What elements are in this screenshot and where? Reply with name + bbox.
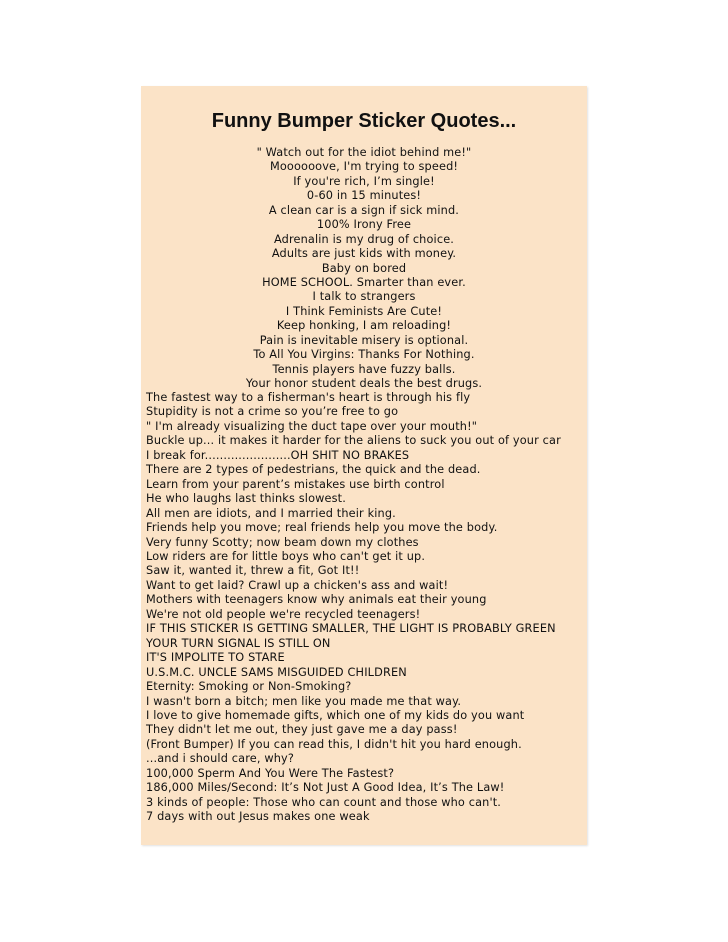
quote-line: Friends help you move; real friends help you move the body.: [146, 521, 498, 535]
quote-line: He who laughs last thinks slowest.: [146, 492, 346, 506]
quote-line: They didn't let me out, they just gave me a day pass!: [146, 723, 458, 737]
quote-line: Learn from your parent’s mistakes use birth control: [146, 477, 445, 491]
quote-line: 7 days with out Jesus makes one weak: [146, 810, 370, 824]
quote-line: 186,000 Miles/Second: It’s Not Just A Good Idea, It’s The Law!: [146, 781, 505, 795]
quote-line: Mothers with teenagers know why animals eat their young: [146, 593, 487, 607]
quote-line: Moooooove, I'm trying to speed!: [269, 160, 459, 174]
quote-line: Tennis players have fuzzy balls.: [272, 362, 456, 376]
quote-line: U.S.M.C. UNCLE SAMS MISGUIDED CHILDREN: [146, 665, 407, 679]
quote-line: I break for.......................OH SHIT NO BRAKES: [146, 448, 410, 462]
quote-line: YOUR TURN SIGNAL IS STILL ON: [146, 636, 331, 650]
quote-line: Low riders are for little boys who can't get it up.: [146, 549, 426, 563]
quote-line: A clean car is a sign if sick mind.: [268, 203, 460, 217]
quote-line: Saw it, wanted it, threw a fit, Got It!!: [146, 564, 360, 578]
quote-line: Stupidity is not a crime so you’re free to go: [146, 405, 399, 419]
quote-line: Adrenalin is my drug of choice.: [273, 232, 455, 246]
quote-line: 3 kinds of people: Those who can count and those who can't.: [146, 795, 502, 809]
quote-line: HOME SCHOOL. Smarter than ever.: [262, 275, 466, 289]
page-title: Funny Bumper Sticker Quotes...: [211, 110, 517, 132]
quote-line: IT'S IMPOLITE TO STARE: [146, 651, 285, 665]
quote-line: I love to give homemade gifts, which one of my kids do you want: [146, 708, 525, 722]
quote-line: I Think Feminists Are Cute!: [285, 304, 443, 318]
left-quote-list: [146, 391, 584, 825]
quote-line: Adults are just kids with money.: [271, 247, 457, 261]
quote-line: Buckle up... it makes it harder for the aliens to suck you out of your car: [146, 434, 561, 448]
quote-line: Your honor student deals the best drugs.: [245, 377, 483, 390]
centered-quote-list: [141, 146, 587, 391]
quote-line: Keep honking, I am reloading!: [276, 319, 452, 333]
quote-line: We're not old people we're recycled teenagers!: [146, 607, 421, 621]
quote-line: 0-60 in 15 minutes!: [306, 189, 422, 203]
quote-line: 100% Irony Free: [316, 218, 412, 232]
quote-line: Want to get laid? Crawl up a chicken's ass and wait!: [146, 578, 449, 592]
quote-line: I talk to strangers: [312, 290, 416, 304]
quote-line: Baby on bored: [321, 261, 407, 275]
quote-line: To All You Virgins: Thanks For Nothing.: [253, 348, 475, 362]
quote-line: ...and i should care, why?: [146, 752, 295, 766]
quote-line: (Front Bumper) If you can read this, I didn't hit you hard enough.: [146, 737, 522, 751]
quote-line: Very funny Scotty; now beam down my clothes: [146, 535, 419, 549]
quote-line: All men are idiots, and I married their king.: [146, 506, 396, 520]
quote-line: IF THIS STICKER IS GETTING SMALLER, THE LIGHT IS PROBABLY GREEN: [146, 622, 556, 636]
quote-line: I wasn't born a bitch; men like you made me that way.: [146, 694, 462, 708]
quote-line: Eternity: Smoking or Non-Smoking?: [146, 680, 352, 694]
quote-line: The fastest way to a fisherman's heart is through his fly: [146, 391, 471, 404]
quote-line: There are 2 types of pedestrians, the quick and the dead.: [146, 463, 481, 477]
quote-line: 100,000 Sperm And You Were The Fastest?: [146, 766, 395, 780]
quote-line: " I'm already visualizing the duct tape over your mouth!": [146, 419, 478, 433]
document-page: [141, 86, 587, 845]
quote-line: " Watch out for the idiot behind me!": [256, 146, 472, 159]
quote-line: Pain is inevitable misery is optional.: [259, 333, 469, 347]
quote-line: If you're rich, I’m single!: [293, 174, 435, 188]
